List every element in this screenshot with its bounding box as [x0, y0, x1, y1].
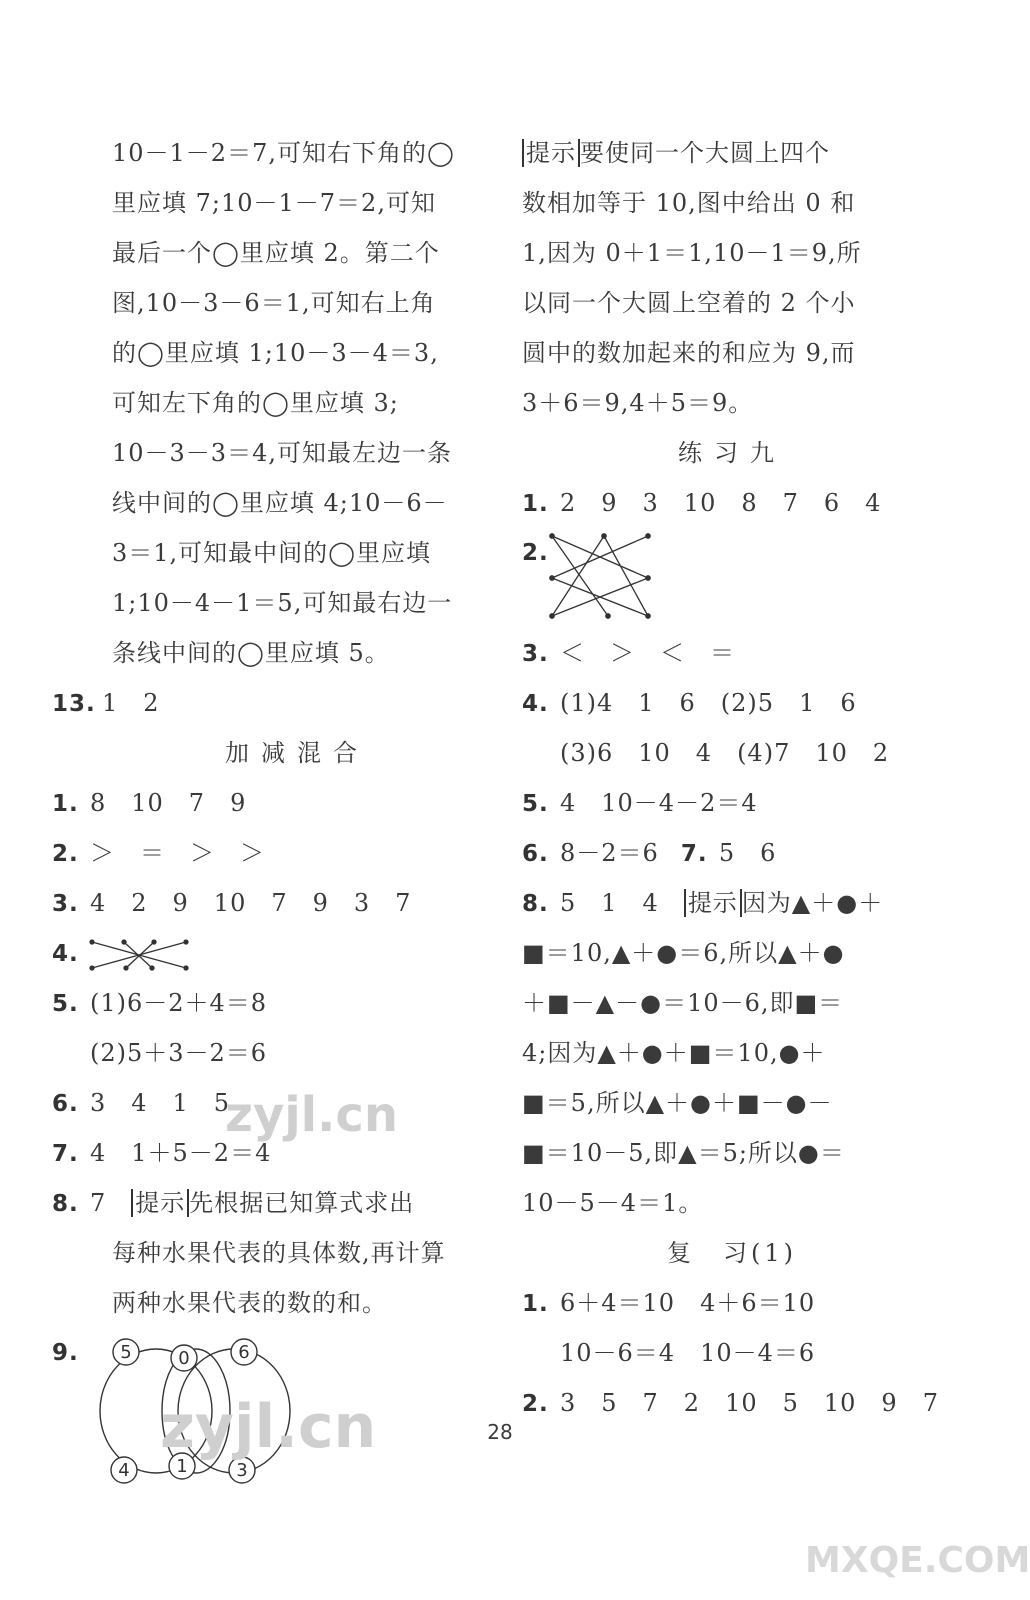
text-line: 最后一个◯里应填 2。第二个	[112, 239, 440, 267]
answer-text: (1)4 1 6 (2)5 1 6	[560, 689, 857, 717]
text-line: ＋■－▲－●＝10－6,即■＝	[522, 989, 844, 1017]
text-line: ■＝5,所以▲＋●＋■－●－	[522, 1089, 833, 1117]
question-8	[52, 1178, 422, 1228]
question-number: 1.	[522, 1291, 549, 1317]
hint-label: 提示	[522, 139, 580, 167]
text-line: ■＝10－5,即▲＝5;所以●＝	[522, 1139, 845, 1167]
text-line: 可知左下角的◯里应填 3;	[112, 389, 399, 417]
answer-text: 因为▲＋●＋	[741, 889, 884, 917]
question-number: 6.	[52, 1091, 79, 1117]
question-2	[52, 828, 422, 878]
circle-number: 0	[178, 1348, 190, 1369]
question-number: 1.	[52, 791, 79, 817]
answer-text: 1 2	[102, 689, 160, 717]
text-line: 3＝1,可知最中间的◯里应填	[112, 539, 432, 567]
question-number: 4.	[52, 941, 79, 967]
question-number: 5.	[52, 991, 79, 1017]
question-number: 6.	[522, 841, 549, 867]
question-8	[522, 878, 942, 928]
question-4	[522, 678, 942, 728]
question-number: 2.	[52, 841, 79, 867]
text-line: 1,因为 0＋1＝1,10－1＝9,所	[522, 239, 862, 267]
question-number: 2.	[522, 540, 549, 566]
answer-text: 4 1＋5－2＝4	[90, 1139, 272, 1167]
text-line: 里应填 7;10－1－7＝2,可知	[112, 189, 436, 217]
page-number: 28	[487, 1420, 513, 1444]
answer-text: ＞ ＝ ＞ ＞	[90, 839, 265, 867]
question-number: 7.	[680, 841, 708, 867]
question-5	[522, 778, 942, 828]
answer-line: (3)6 10 4 (4)7 10 2	[560, 739, 890, 767]
answer-text: 4 2 9 10 7 9 3 7	[90, 889, 412, 917]
section-heading: 加减混合	[225, 739, 369, 767]
question-number: 5.	[522, 791, 549, 817]
answer-text: 要使同一个大圆上四个	[580, 139, 830, 167]
answer-text: ＜ ＞ ＜ ＝	[560, 639, 735, 667]
answer-text: 3 4 1 5	[90, 1089, 231, 1117]
text-line: 数相加等于 10,图中给出 0 和	[522, 189, 856, 217]
question-number: 3.	[522, 641, 549, 667]
question-3	[52, 878, 422, 928]
text-line: 圆中的数加起来的和应为 9,而	[522, 339, 856, 367]
answer-line: (2)5＋3－2＝6	[90, 1039, 268, 1067]
text-line: 图,10－3－6＝1,可知右上角	[112, 289, 436, 317]
answer-text: 8－2＝6	[560, 839, 659, 867]
question-number: 1.	[522, 491, 549, 517]
question-3	[522, 628, 942, 678]
answer-text: 2 9 3 10 8 7 6 4	[560, 489, 882, 517]
question-number: 13.	[52, 691, 96, 717]
answer-text: 5 6	[718, 839, 777, 867]
question-2	[522, 528, 942, 628]
section-heading: 复 习(1)	[667, 1239, 797, 1267]
text-line: 4;因为▲＋●＋■＝10,●＋	[522, 1039, 826, 1067]
text-line: 两种水果代表的数的和。	[112, 1289, 387, 1317]
circle-number: 3	[236, 1460, 248, 1481]
question-number: 8.	[522, 891, 549, 917]
question-number: 9.	[52, 1340, 79, 1366]
question-6-7	[522, 828, 942, 878]
text-line: 线中间的◯里应填 4;10－6－	[112, 489, 448, 517]
answer-text: 4 10－4－2＝4	[560, 789, 758, 817]
watermark: zyjl.cn	[160, 1392, 377, 1462]
left-column	[52, 128, 482, 1498]
text-line: 1;10－4－1＝5,可知最右边一	[112, 589, 453, 617]
text-line: 10－3－3＝4,可知最左边一条	[112, 439, 452, 467]
answer-text: 5 1 4	[560, 889, 684, 917]
text-line: 10－1－2＝7,可知右下角的◯	[112, 139, 455, 167]
watermark: MXQE.COM	[805, 1540, 1030, 1581]
answer-text: 3 5 7 2 10 5 10 9 7	[560, 1389, 939, 1417]
text-line: 每种水果代表的具体数,再计算	[112, 1239, 446, 1267]
question-5	[52, 978, 422, 1028]
text-line: 以同一个大圆上空着的 2 个小	[522, 289, 856, 317]
watermark: zyjl.cn	[225, 1087, 398, 1143]
question-1	[522, 478, 942, 528]
answer-line: 10－6＝4 10－4＝6	[560, 1339, 816, 1367]
answer-text: 6＋4＝10 4＋6＝10	[560, 1289, 816, 1317]
question-13	[52, 678, 422, 728]
text-line: 的◯里应填 1;10－3－4＝3,	[112, 339, 439, 367]
cross-lines-diagram	[90, 938, 190, 972]
answer-text: 8 10 7 9	[90, 789, 247, 817]
text-line: 10－5－4＝1。	[522, 1189, 704, 1217]
question-number: 7.	[52, 1141, 79, 1167]
matching-lines-diagram	[548, 532, 658, 622]
question-number: 3.	[52, 891, 79, 917]
question-4	[52, 928, 422, 978]
text-line: 3＋6＝9,4＋5＝9。	[522, 389, 754, 417]
circle-number: 4	[118, 1460, 130, 1481]
question-number: 8.	[52, 1191, 79, 1217]
text-line: ■＝10,▲＋●＝6,所以▲＋●	[522, 939, 845, 967]
review-question-1	[522, 1278, 942, 1328]
circle-number: 1	[176, 1456, 188, 1477]
question-1	[52, 778, 422, 828]
answer-text: 7	[90, 1189, 132, 1217]
text-line	[522, 128, 942, 178]
hint-label: 提示	[131, 1189, 189, 1217]
question-number: 2.	[522, 1391, 549, 1417]
answer-text: (1)6－2＋4＝8	[90, 989, 268, 1017]
section-heading: 练习九	[678, 439, 786, 467]
text-line: 条线中间的◯里应填 5。	[112, 639, 390, 667]
hint-label: 提示	[684, 889, 742, 917]
right-column	[522, 128, 942, 1428]
circle-number: 6	[238, 1342, 250, 1363]
answer-text: 先根据已知算式求出	[189, 1189, 415, 1217]
circle-number: 5	[120, 1342, 132, 1363]
question-number: 4.	[522, 691, 549, 717]
